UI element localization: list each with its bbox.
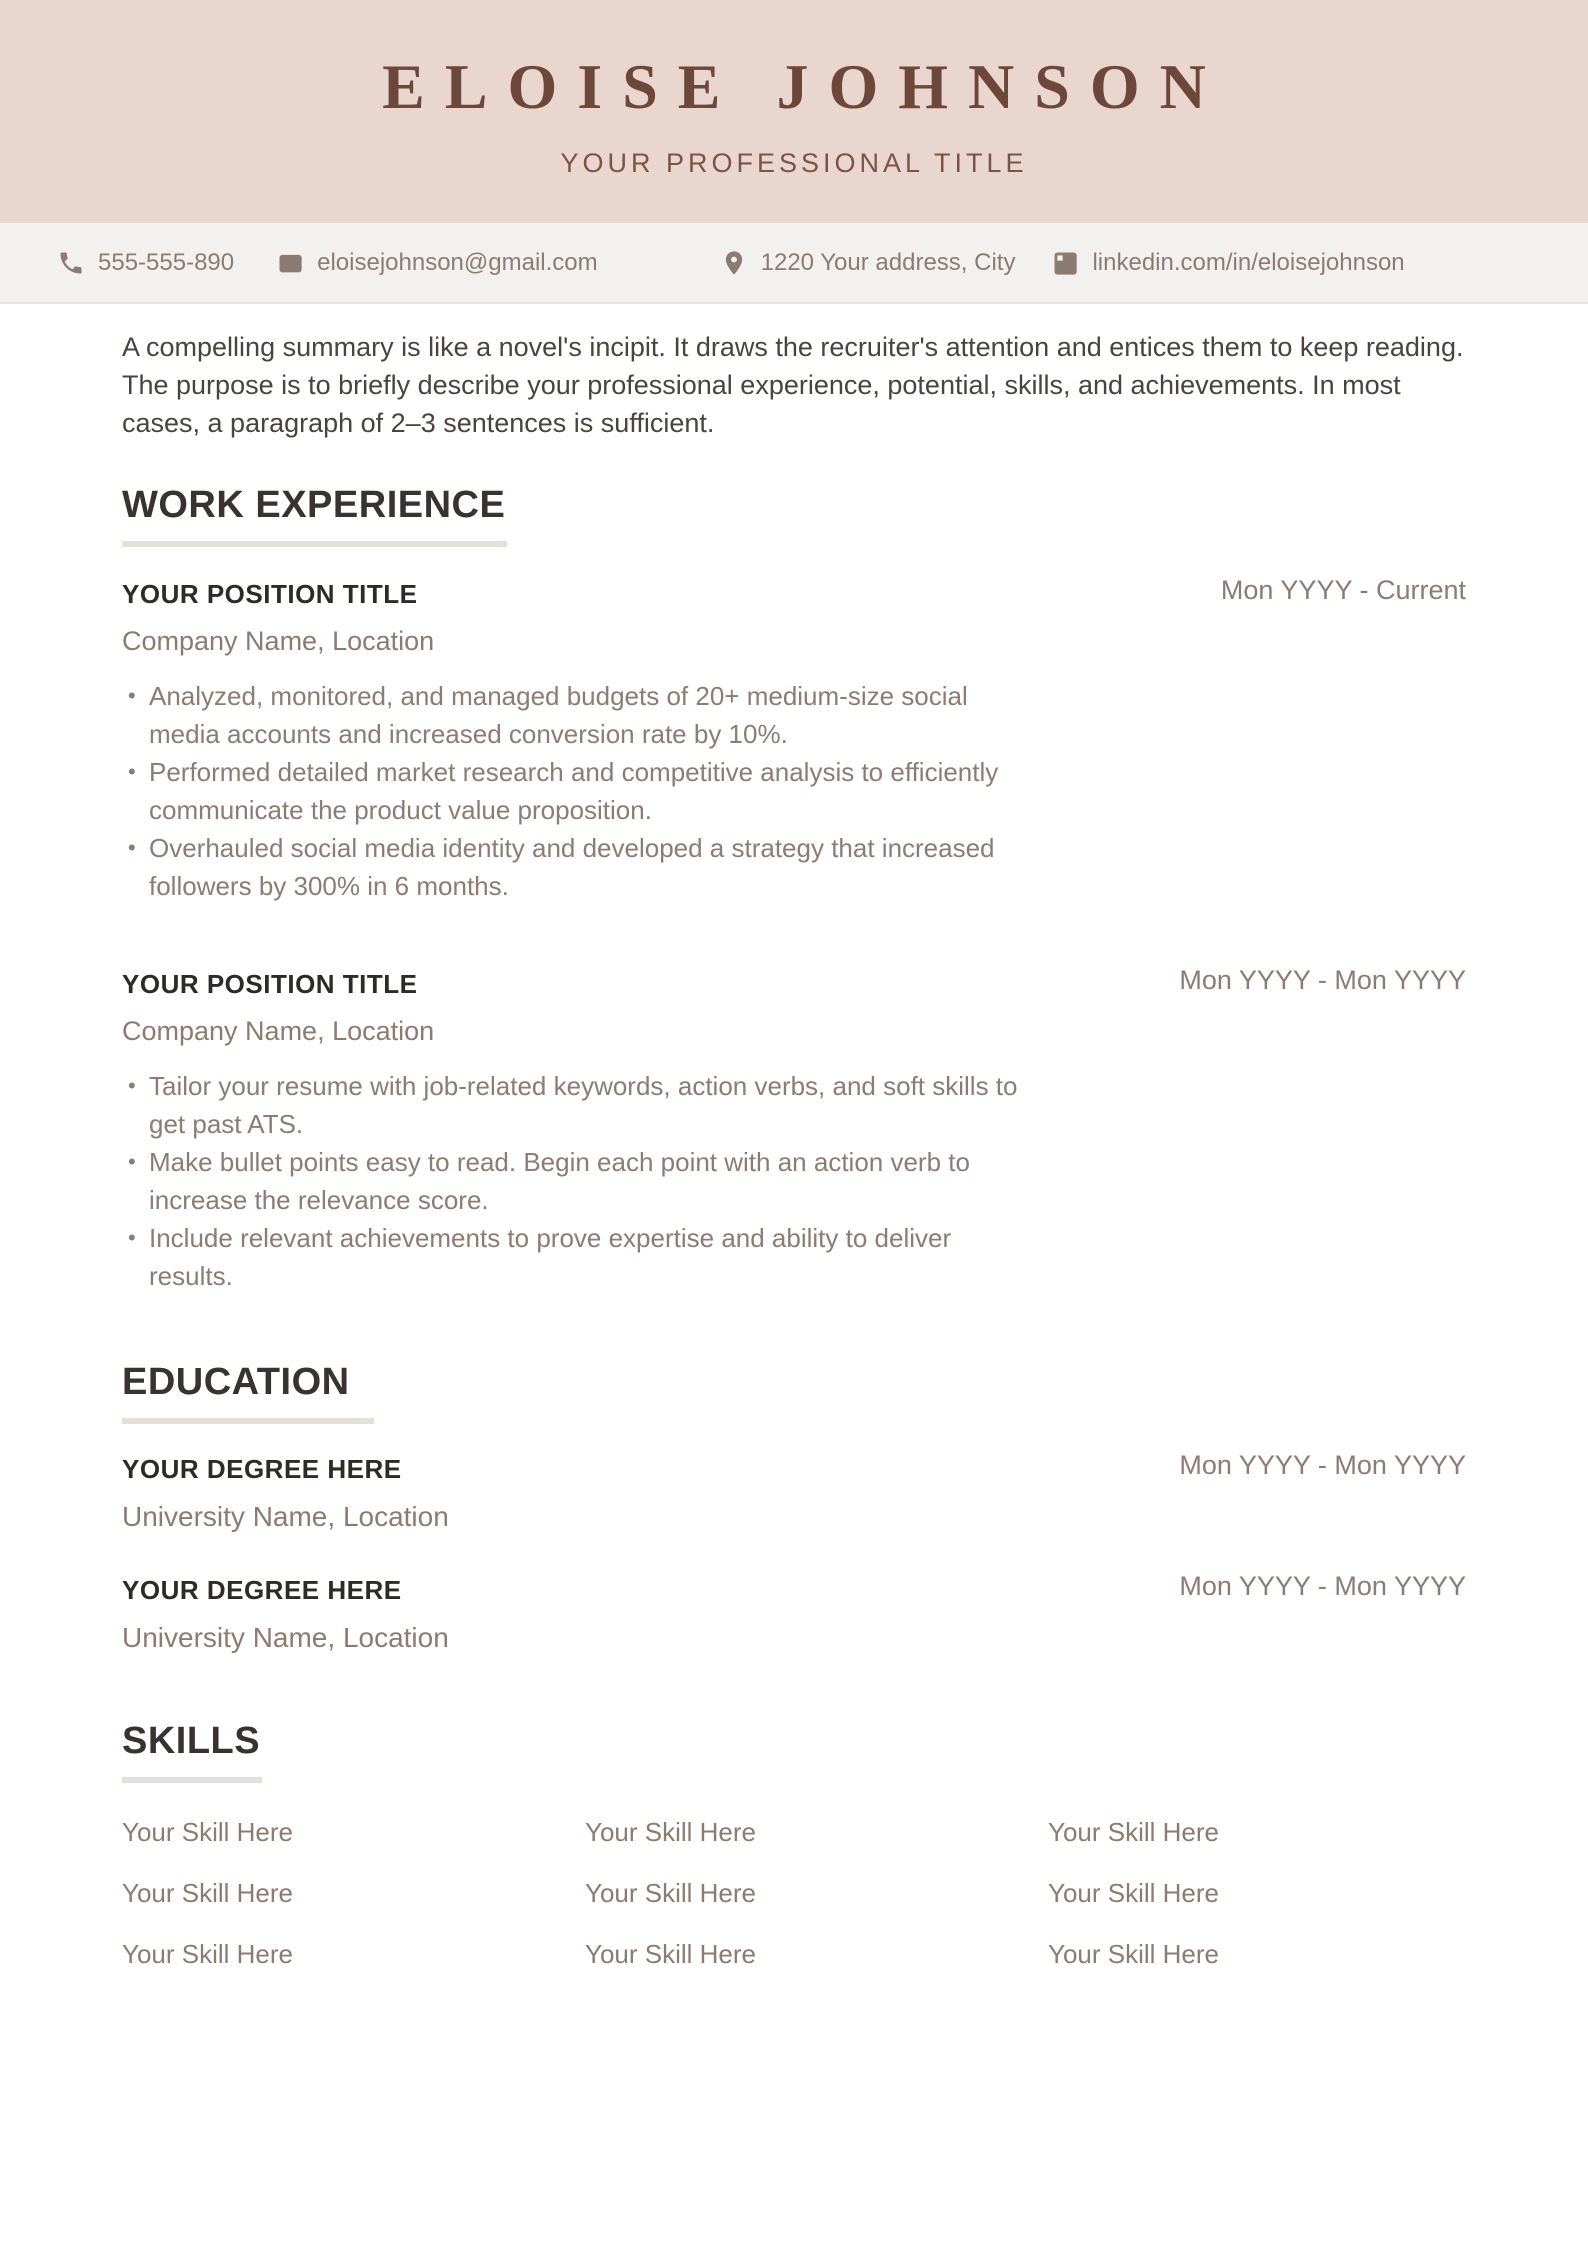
job-entry	[122, 575, 1466, 905]
skill-item: Your Skill Here	[122, 1939, 294, 1969]
section-work-experience	[122, 484, 1466, 1295]
heading-underline	[122, 1777, 262, 1783]
skill-item: Your Skill Here	[585, 1939, 757, 1969]
job-bullet-list	[122, 677, 1027, 905]
skill-item: Your Skill Here	[122, 1817, 294, 1847]
job-entry-header	[122, 965, 1466, 1000]
contact-bar	[0, 223, 1588, 304]
skill-item: Your Skill Here	[585, 1878, 757, 1908]
job-bullet-list	[122, 1067, 1027, 1295]
education-entry	[122, 1571, 1466, 1654]
job-entry-header	[122, 575, 1466, 610]
skills-heading: SKILLS	[122, 1720, 261, 1762]
heading-underline	[122, 1418, 374, 1424]
job-bullet: • Make bullet points easy to read. Begin each point with an action verb to increase the relevance score.	[122, 1143, 1027, 1219]
contact-address	[720, 249, 1016, 277]
position-title: YOUR POSITION TITLE	[122, 579, 418, 609]
position-dates: Mon YYYY - Mon YYYY	[1179, 965, 1466, 995]
contact-linkedin-text[interactable]: linkedin.com/in/eloisejohnson	[1092, 248, 1405, 276]
degree-dates: Mon YYYY - Mon YYYY	[1179, 1571, 1466, 1601]
education-heading: EDUCATION	[122, 1361, 350, 1403]
work-experience-heading: WORK EXPERIENCE	[122, 484, 506, 526]
position-title: YOUR POSITION TITLE	[122, 969, 418, 999]
skills-grid	[122, 1817, 1466, 1970]
education-entry	[122, 1450, 1466, 1533]
skill-item: Your Skill Here	[122, 1878, 294, 1908]
company-name: Company Name, Location	[122, 1016, 435, 1046]
company-name: Company Name, Location	[122, 626, 435, 656]
job-bullet: • Performed detailed market research and competitive analysis to efficiently communicate the product value proposition.	[122, 753, 1027, 829]
professional-title: YOUR PROFESSIONAL TITLE	[560, 148, 1028, 178]
location-pin-icon	[720, 249, 748, 277]
resume-header	[0, 0, 1588, 223]
phone-icon	[57, 249, 85, 277]
contact-phone-text: 555-555-890	[98, 248, 235, 276]
contact-email-text[interactable]: eloisejohnson@gmail.com	[317, 248, 598, 276]
summary-paragraph: A compelling summary is like a novel's incipit. It draws the recruiter's attention and entices them to keep reading. The purpose is to briefly describe your professional experience, potential, skills, and achievements. In most cases, a paragraph of 2–3 sentences is sufficient.	[122, 332, 1464, 438]
contact-linkedin[interactable]	[1051, 249, 1404, 277]
job-bullet: • Include relevant achievements to prove expertise and ability to deliver results.	[122, 1219, 1027, 1295]
skill-item: Your Skill Here	[1048, 1817, 1220, 1847]
person-name: ELOISE JOHNSON	[382, 51, 1226, 122]
contact-address-text: 1220 Your address, City	[760, 248, 1016, 276]
skill-item: Your Skill Here	[1048, 1939, 1220, 1969]
contact-phone	[57, 249, 234, 277]
heading-underline	[122, 541, 507, 547]
position-dates: Mon YYYY - Current	[1220, 575, 1466, 605]
university-name: University Name, Location	[122, 1622, 449, 1653]
education-entry-header	[122, 1571, 1466, 1606]
section-skills	[122, 1720, 1466, 1970]
skill-item: Your Skill Here	[1048, 1878, 1220, 1908]
section-education	[122, 1361, 1466, 1654]
university-name: University Name, Location	[122, 1501, 449, 1532]
degree-title: YOUR DEGREE HERE	[122, 1454, 402, 1484]
resume-body	[0, 328, 1588, 1970]
degree-dates: Mon YYYY - Mon YYYY	[1179, 1450, 1466, 1480]
job-bullet: • Analyzed, monitored, and managed budgets of 20+ medium-size social media accounts and increased conversion rate by 10%.	[122, 677, 1027, 753]
education-entry-header	[122, 1450, 1466, 1485]
job-entry	[122, 965, 1466, 1295]
linkedin-icon	[1051, 249, 1079, 277]
skill-item: Your Skill Here	[585, 1817, 757, 1847]
degree-title: YOUR DEGREE HERE	[122, 1575, 402, 1605]
contact-email[interactable]	[276, 249, 598, 277]
job-bullet: • Tailor your resume with job-related keywords, action verbs, and soft skills to get past ATS.	[122, 1067, 1027, 1143]
job-bullet: • Overhauled social media identity and developed a strategy that increased followers by 300% in 6 months.	[122, 829, 1027, 905]
email-icon	[276, 249, 304, 277]
